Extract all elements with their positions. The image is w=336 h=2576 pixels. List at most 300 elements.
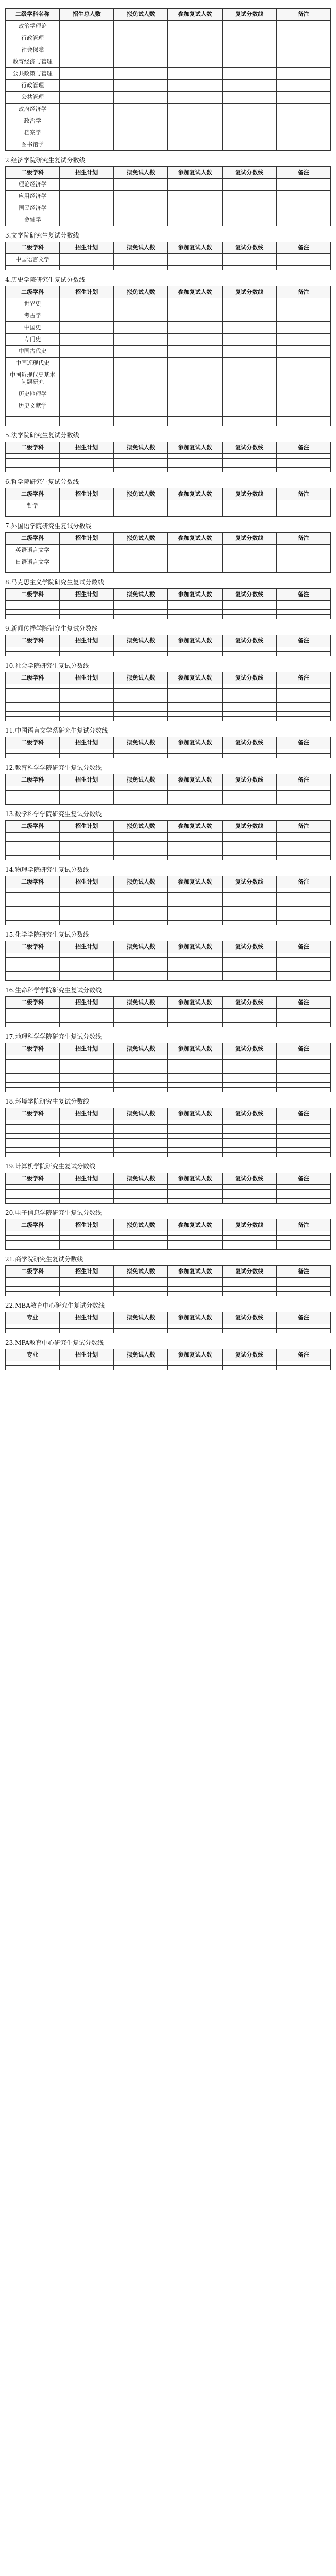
column-header: 招生计划 <box>60 286 114 298</box>
value-cell <box>222 346 276 358</box>
value-cell <box>276 1088 330 1092</box>
value-cell <box>276 1199 330 1204</box>
value-cell <box>222 1324 276 1329</box>
table-row <box>6 179 331 191</box>
value-cell <box>222 459 276 463</box>
subject-cell <box>6 1023 60 1027</box>
value-cell <box>114 104 168 115</box>
value-cell <box>60 754 114 758</box>
table-row <box>6 1282 331 1287</box>
table-header-row <box>6 821 331 833</box>
table-row <box>6 921 331 925</box>
subject-cell: 公共政策与管理 <box>6 68 60 80</box>
column-header: 二级学科 <box>6 672 60 684</box>
column-header: 二级学科 <box>6 442 60 454</box>
column-header: 复试分数线 <box>222 737 276 749</box>
value-cell <box>60 500 114 512</box>
value-cell <box>60 833 114 837</box>
table-row <box>6 463 331 468</box>
value-cell <box>222 80 276 92</box>
value-cell <box>60 897 114 902</box>
value-cell <box>114 310 168 322</box>
column-header: 拟免试人数 <box>114 442 168 454</box>
value-cell <box>222 68 276 80</box>
table-row <box>6 693 331 698</box>
value-cell <box>168 1292 222 1296</box>
value-cell <box>168 1366 222 1370</box>
subject-cell <box>6 601 60 605</box>
value-cell <box>168 388 222 400</box>
value-cell <box>276 972 330 976</box>
value-cell <box>276 56 330 68</box>
value-cell <box>168 976 222 981</box>
subject-cell <box>6 1292 60 1296</box>
table-row <box>6 893 331 897</box>
column-header: 二级学科 <box>6 737 60 749</box>
value-cell <box>222 707 276 712</box>
value-cell <box>168 266 222 270</box>
value-cell <box>222 856 276 860</box>
value-cell <box>114 512 168 517</box>
value-cell <box>276 1366 330 1370</box>
value-cell <box>168 851 222 856</box>
column-header: 参加复试人数 <box>168 997 222 1009</box>
score-section <box>5 930 331 981</box>
value-cell <box>168 1241 222 1245</box>
value-cell <box>222 601 276 605</box>
subject-cell <box>6 459 60 463</box>
value-cell <box>276 298 330 310</box>
value-cell <box>114 56 168 68</box>
value-cell <box>60 369 114 388</box>
value-cell <box>222 412 276 417</box>
value-cell <box>60 972 114 976</box>
table-row <box>6 1361 331 1366</box>
value-cell <box>168 902 222 907</box>
subject-cell <box>6 1018 60 1023</box>
value-cell <box>276 921 330 925</box>
column-header: 参加复试人数 <box>168 635 222 647</box>
value-cell <box>114 421 168 426</box>
value-cell <box>114 369 168 388</box>
subject-cell <box>6 851 60 856</box>
value-cell <box>276 68 330 80</box>
section-title: 7.外国语学院研究生复试分数线 <box>5 522 92 530</box>
value-cell <box>222 358 276 369</box>
value-cell <box>222 463 276 468</box>
column-header: 备注 <box>276 533 330 545</box>
value-cell <box>60 568 114 573</box>
column-header: 复试分数线 <box>222 672 276 684</box>
column-header: 二级学科 <box>6 1266 60 1278</box>
table-row <box>6 615 331 619</box>
value-cell <box>276 1143 330 1148</box>
score-section <box>5 810 331 860</box>
subject-cell <box>6 698 60 703</box>
table-header-row <box>6 1219 331 1231</box>
value-cell <box>114 1324 168 1329</box>
value-cell <box>168 791 222 795</box>
value-cell <box>222 610 276 615</box>
column-header: 拟免试人数 <box>114 242 168 254</box>
value-cell <box>222 400 276 412</box>
value-cell <box>222 56 276 68</box>
subject-cell <box>6 454 60 459</box>
value-cell <box>114 1139 168 1143</box>
column-header: 拟免试人数 <box>114 589 168 601</box>
value-cell <box>276 1361 330 1366</box>
column-header: 备注 <box>276 589 330 601</box>
value-cell <box>168 1129 222 1134</box>
value-cell <box>60 322 114 334</box>
column-header: 招生计划 <box>60 1219 114 1231</box>
subject-cell: 考古学 <box>6 310 60 322</box>
column-header: 二级学科 <box>6 774 60 786</box>
value-cell <box>276 610 330 615</box>
table-row <box>6 833 331 837</box>
value-cell <box>222 837 276 842</box>
value-cell <box>60 1231 114 1236</box>
subject-cell <box>6 1361 60 1366</box>
score-table <box>5 737 331 758</box>
column-header: 参加复试人数 <box>168 737 222 749</box>
table-row <box>6 907 331 911</box>
subject-cell <box>6 1148 60 1153</box>
column-header: 参加复试人数 <box>168 821 222 833</box>
value-cell <box>168 412 222 417</box>
subject-cell <box>6 468 60 472</box>
value-cell <box>168 334 222 346</box>
value-cell <box>222 1282 276 1287</box>
subject-cell <box>6 967 60 972</box>
subject-cell: 英语语言文学 <box>6 545 60 556</box>
value-cell <box>276 958 330 962</box>
value-cell <box>114 1231 168 1236</box>
value-cell <box>114 897 168 902</box>
column-header: 二级学科 <box>6 1173 60 1185</box>
value-cell <box>168 568 222 573</box>
value-cell <box>222 615 276 619</box>
value-cell <box>276 1185 330 1190</box>
value-cell <box>168 463 222 468</box>
table-row <box>6 953 331 958</box>
value-cell <box>114 902 168 907</box>
table-row <box>6 358 331 369</box>
value-cell <box>114 1060 168 1064</box>
value-cell <box>60 454 114 459</box>
value-cell <box>60 605 114 610</box>
value-cell <box>60 693 114 698</box>
value-cell <box>60 907 114 911</box>
subject-cell: 专门史 <box>6 334 60 346</box>
score-section <box>5 1255 331 1296</box>
score-table <box>5 1265 331 1296</box>
value-cell <box>114 1078 168 1083</box>
value-cell <box>276 1013 330 1018</box>
subject-cell: 图书馆学 <box>6 139 60 151</box>
column-header: 拟免试人数 <box>114 1349 168 1361</box>
value-cell <box>168 842 222 846</box>
value-cell <box>114 459 168 463</box>
value-cell <box>60 1241 114 1245</box>
value-cell <box>222 846 276 851</box>
value-cell <box>60 1088 114 1092</box>
value-cell <box>276 44 330 56</box>
column-header: 拟免试人数 <box>114 1312 168 1324</box>
value-cell <box>114 712 168 717</box>
table-row <box>6 888 331 893</box>
value-cell <box>60 610 114 615</box>
value-cell <box>222 689 276 693</box>
column-header: 参加复试人数 <box>168 1349 222 1361</box>
column-header: 复试分数线 <box>222 821 276 833</box>
table-row <box>6 1060 331 1064</box>
value-cell <box>168 698 222 703</box>
value-cell <box>276 907 330 911</box>
value-cell <box>168 833 222 837</box>
column-header: 复试分数线 <box>222 9 276 21</box>
table-header-row <box>6 286 331 298</box>
value-cell <box>276 712 330 717</box>
value-cell <box>114 962 168 967</box>
value-cell <box>114 916 168 921</box>
value-cell <box>114 1055 168 1060</box>
value-cell <box>168 454 222 459</box>
table-row <box>6 346 331 358</box>
table-row <box>6 902 331 907</box>
value-cell <box>168 1074 222 1078</box>
value-cell <box>114 1069 168 1074</box>
value-cell <box>222 1143 276 1148</box>
column-header: 复试分数线 <box>222 167 276 179</box>
value-cell <box>222 967 276 972</box>
subject-cell <box>6 1064 60 1069</box>
subject-cell <box>6 684 60 689</box>
column-header: 拟免试人数 <box>114 774 168 786</box>
value-cell <box>222 1078 276 1083</box>
table-row <box>6 1185 331 1190</box>
subject-cell <box>6 795 60 800</box>
value-cell <box>114 346 168 358</box>
section-title: 11.中国语言文学系研究生复试分数线 <box>5 727 108 734</box>
value-cell <box>60 1083 114 1088</box>
value-cell <box>222 1236 276 1241</box>
column-header: 复试分数线 <box>222 876 276 888</box>
value-cell <box>114 334 168 346</box>
value-cell <box>60 310 114 322</box>
table-row <box>6 967 331 972</box>
value-cell <box>60 115 114 127</box>
score-table <box>5 1312 331 1333</box>
table-row <box>6 556 331 568</box>
column-header: 招生计划 <box>60 997 114 1009</box>
subject-cell: 哲学 <box>6 500 60 512</box>
table-row <box>6 1009 331 1013</box>
value-cell <box>60 1134 114 1139</box>
table-header-row <box>6 589 331 601</box>
value-cell <box>168 972 222 976</box>
table-row <box>6 684 331 689</box>
value-cell <box>222 191 276 202</box>
value-cell <box>60 1190 114 1194</box>
table-header-row <box>6 533 331 545</box>
value-cell <box>276 346 330 358</box>
subject-cell <box>6 1083 60 1088</box>
value-cell <box>60 556 114 568</box>
table-row <box>6 1153 331 1157</box>
value-cell <box>114 80 168 92</box>
value-cell <box>114 1083 168 1088</box>
value-cell <box>60 417 114 421</box>
subject-cell: 国民经济学 <box>6 202 60 214</box>
table-row <box>6 1366 331 1370</box>
table-row <box>6 1241 331 1245</box>
value-cell <box>222 907 276 911</box>
value-cell <box>60 214 114 226</box>
value-cell <box>222 712 276 717</box>
value-cell <box>114 615 168 619</box>
value-cell <box>60 1236 114 1241</box>
subject-cell <box>6 1324 60 1329</box>
score-table <box>5 166 331 226</box>
subject-cell <box>6 1190 60 1194</box>
value-cell <box>114 698 168 703</box>
value-cell <box>276 556 330 568</box>
value-cell <box>168 749 222 754</box>
column-header: 招生计划 <box>60 589 114 601</box>
subject-cell <box>6 1069 60 1074</box>
value-cell <box>222 568 276 573</box>
value-cell <box>60 921 114 925</box>
subject-cell <box>6 1013 60 1018</box>
column-header: 备注 <box>276 167 330 179</box>
table-row <box>6 512 331 517</box>
table-row <box>6 689 331 693</box>
subject-cell <box>6 837 60 842</box>
column-header: 二级学科 <box>6 286 60 298</box>
value-cell <box>60 837 114 842</box>
table-row <box>6 459 331 463</box>
value-cell <box>276 795 330 800</box>
table-row <box>6 1199 331 1204</box>
value-cell <box>60 1060 114 1064</box>
value-cell <box>114 693 168 698</box>
column-header: 参加复试人数 <box>168 589 222 601</box>
column-header: 招生计划 <box>60 488 114 500</box>
value-cell <box>276 1329 330 1333</box>
column-header: 备注 <box>276 737 330 749</box>
value-cell <box>114 254 168 266</box>
value-cell <box>168 358 222 369</box>
value-cell <box>60 893 114 897</box>
value-cell <box>114 298 168 310</box>
value-cell <box>222 921 276 925</box>
value-cell <box>114 684 168 689</box>
value-cell <box>276 1120 330 1125</box>
value-cell <box>222 334 276 346</box>
value-cell <box>168 545 222 556</box>
subject-cell <box>6 976 60 981</box>
column-header: 专业 <box>6 1312 60 1324</box>
value-cell <box>60 698 114 703</box>
value-cell <box>168 953 222 958</box>
column-header: 备注 <box>276 1108 330 1120</box>
value-cell <box>168 916 222 921</box>
column-header: 拟免试人数 <box>114 941 168 953</box>
value-cell <box>276 21 330 32</box>
value-cell <box>222 795 276 800</box>
subject-cell <box>6 953 60 958</box>
score-table <box>5 820 331 860</box>
value-cell <box>114 1148 168 1153</box>
table-row <box>6 791 331 795</box>
table-row <box>6 851 331 856</box>
score-table <box>5 286 331 426</box>
value-cell <box>222 684 276 689</box>
value-cell <box>114 556 168 568</box>
column-header: 专业 <box>6 1349 60 1361</box>
value-cell <box>114 791 168 795</box>
value-cell <box>222 693 276 698</box>
value-cell <box>168 907 222 911</box>
table-row <box>6 417 331 421</box>
value-cell <box>276 463 330 468</box>
value-cell <box>60 684 114 689</box>
value-cell <box>276 1125 330 1129</box>
value-cell <box>222 1074 276 1078</box>
column-header: 备注 <box>276 876 330 888</box>
table-row <box>6 1023 331 1027</box>
value-cell <box>222 893 276 897</box>
table-header-row <box>6 941 331 953</box>
value-cell <box>168 1143 222 1148</box>
value-cell <box>60 1292 114 1296</box>
table-row <box>6 139 331 151</box>
table-row <box>6 56 331 68</box>
subject-cell: 中国语言文学 <box>6 254 60 266</box>
value-cell <box>60 712 114 717</box>
value-cell <box>168 707 222 712</box>
column-header: 参加复试人数 <box>168 1043 222 1055</box>
subject-cell <box>6 421 60 426</box>
column-header: 招生计划 <box>60 1266 114 1278</box>
value-cell <box>222 833 276 837</box>
column-header: 招生计划 <box>60 242 114 254</box>
value-cell <box>168 717 222 721</box>
value-cell <box>114 214 168 226</box>
value-cell <box>222 652 276 656</box>
value-cell <box>222 500 276 512</box>
value-cell <box>168 1361 222 1366</box>
value-cell <box>114 191 168 202</box>
table-row <box>6 703 331 707</box>
value-cell <box>222 1361 276 1366</box>
column-header: 备注 <box>276 774 330 786</box>
subject-cell <box>6 897 60 902</box>
score-section <box>5 986 331 1027</box>
value-cell <box>276 1194 330 1199</box>
value-cell <box>114 400 168 412</box>
value-cell <box>168 712 222 717</box>
value-cell <box>222 1199 276 1204</box>
value-cell <box>60 916 114 921</box>
value-cell <box>222 1190 276 1194</box>
table-row <box>6 1139 331 1143</box>
value-cell <box>60 1055 114 1060</box>
subject-cell: 政治学 <box>6 115 60 127</box>
table-row <box>6 1125 331 1129</box>
value-cell <box>222 1245 276 1250</box>
